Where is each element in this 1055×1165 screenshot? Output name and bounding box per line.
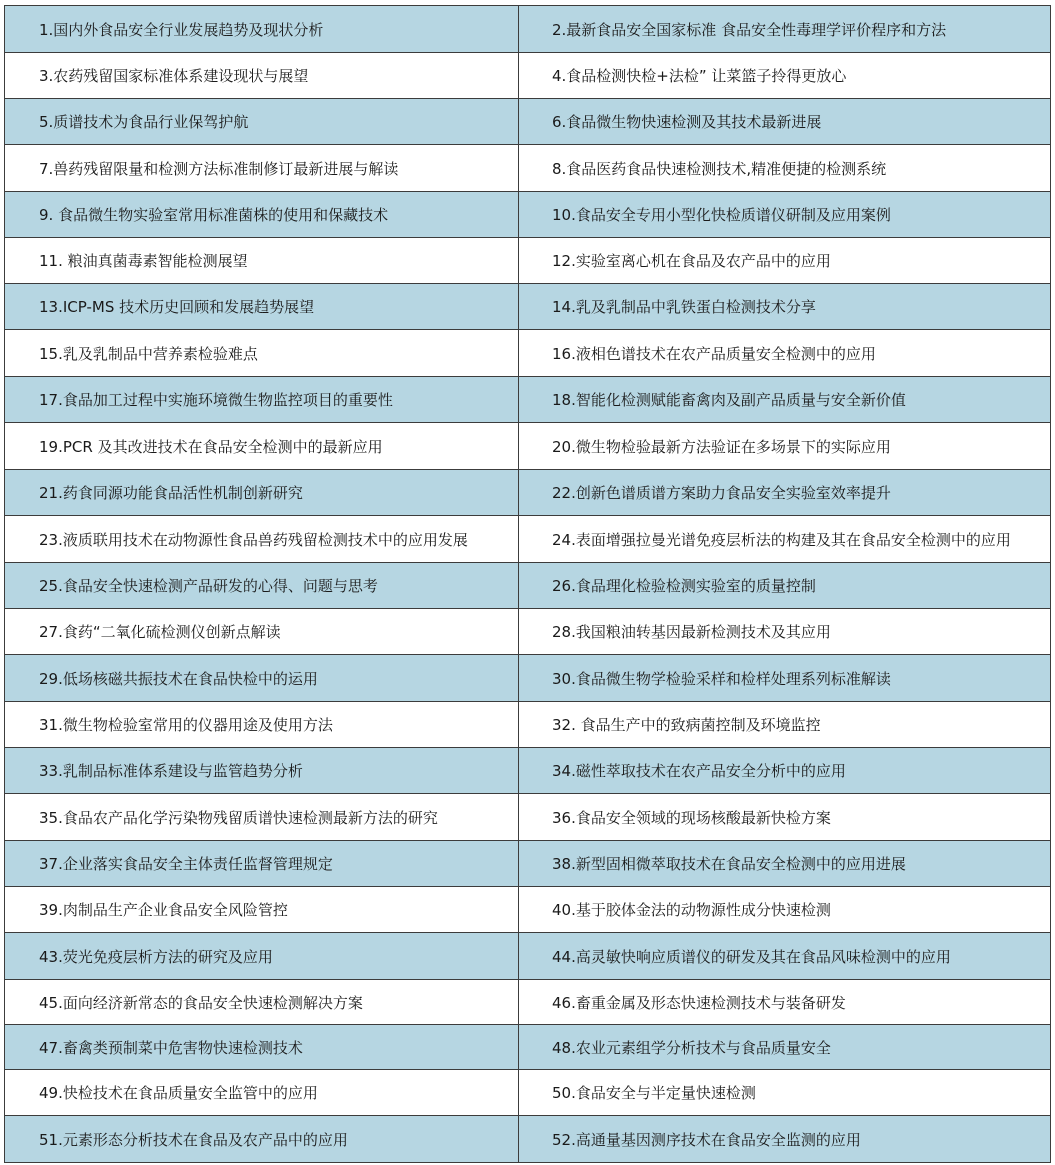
topic-cell: 29.低场核磁共振技术在食品快检中的运用 xyxy=(5,655,519,702)
table-row xyxy=(5,192,1051,238)
topic-cell: 3.农药残留国家标准体系建设现状与展望 xyxy=(5,53,519,99)
topic-cell: 4.食品检测快检+法检” 让菜篮子拎得更放心 xyxy=(519,53,1051,99)
topic-table xyxy=(4,5,1051,1163)
table-row xyxy=(5,1025,1051,1070)
topic-cell: 27.食药“二氧化硫检测仪创新点解读 xyxy=(5,609,519,655)
topic-cell: 49.快检技术在食品质量安全监管中的应用 xyxy=(5,1070,519,1116)
topic-cell: 43.荧光免疫层析方法的研究及应用 xyxy=(5,933,519,980)
table-row xyxy=(5,145,1051,192)
topic-cell: 14.乳及乳制品中乳铁蛋白检测技术分享 xyxy=(519,284,1051,330)
topic-cell: 40.基于胶体金法的动物源性成分快速检测 xyxy=(519,887,1051,933)
table-row xyxy=(5,377,1051,423)
topic-cell: 15.乳及乳制品中营养素检验难点 xyxy=(5,330,519,377)
table-row xyxy=(5,1070,1051,1116)
topic-cell: 11. 粮油真菌毒素智能检测展望 xyxy=(5,238,519,284)
topic-cell: 18.智能化检测赋能畜禽肉及副产品质量与安全新价值 xyxy=(519,377,1051,423)
topic-cell: 50.食品安全与半定量快速检测 xyxy=(519,1070,1051,1116)
topic-cell: 19.PCR 及其改进技术在食品安全检测中的最新应用 xyxy=(5,423,519,470)
topic-cell: 31.微生物检验室常用的仪器用途及使用方法 xyxy=(5,702,519,748)
table-row xyxy=(5,609,1051,655)
table-row xyxy=(5,284,1051,330)
topic-cell: 22.创新色谱质谱方案助力食品安全实验室效率提升 xyxy=(519,470,1051,516)
table-row xyxy=(5,841,1051,887)
table-row xyxy=(5,6,1051,53)
table-row xyxy=(5,99,1051,145)
topic-cell: 7.兽药残留限量和检测方法标准制修订最新进展与解读 xyxy=(5,145,519,192)
topic-cell: 45.面向经济新常态的食品安全快速检测解决方案 xyxy=(5,980,519,1025)
topic-cell: 9. 食品微生物实验室常用标准菌株的使用和保藏技术 xyxy=(5,192,519,238)
table-row xyxy=(5,887,1051,933)
table-row xyxy=(5,702,1051,748)
topic-cell: 33.乳制品标准体系建设与监管趋势分析 xyxy=(5,748,519,794)
topic-cell: 38.新型固相微萃取技术在食品安全检测中的应用进展 xyxy=(519,841,1051,887)
topic-cell: 48.农业元素组学分析技术与食品质量安全 xyxy=(519,1025,1051,1070)
table-row xyxy=(5,53,1051,99)
topic-cell: 34.磁性萃取技术在农产品安全分析中的应用 xyxy=(519,748,1051,794)
table-row xyxy=(5,563,1051,609)
topic-cell: 36.食品安全领域的现场核酸最新快检方案 xyxy=(519,794,1051,841)
table-row xyxy=(5,748,1051,794)
topic-cell: 35.食品农产品化学污染物残留质谱快速检测最新方法的研究 xyxy=(5,794,519,841)
topic-cell: 23.液质联用技术在动物源性食品兽药残留检测技术中的应用发展 xyxy=(5,516,519,563)
topic-cell: 51.元素形态分析技术在食品及农产品中的应用 xyxy=(5,1116,519,1163)
topic-cell: 26.食品理化检验检测实验室的质量控制 xyxy=(519,563,1051,609)
table-row xyxy=(5,980,1051,1025)
topic-cell: 44.高灵敏快响应质谱仪的研发及其在食品风味检测中的应用 xyxy=(519,933,1051,980)
topic-cell: 24.表面增强拉曼光谱免疫层析法的构建及其在食品安全检测中的应用 xyxy=(519,516,1051,563)
topic-cell: 32. 食品生产中的致病菌控制及环境监控 xyxy=(519,702,1051,748)
topic-cell: 8.食品医药食品快速检测技术,精准便捷的检测系统 xyxy=(519,145,1051,192)
topic-table-body xyxy=(5,6,1051,1163)
topic-cell: 47.畜禽类预制菜中危害物快速检测技术 xyxy=(5,1025,519,1070)
table-row xyxy=(5,470,1051,516)
topic-cell: 25.食品安全快速检测产品研发的心得、问题与思考 xyxy=(5,563,519,609)
table-row xyxy=(5,933,1051,980)
topic-cell: 1.国内外食品安全行业发展趋势及现状分析 xyxy=(5,6,519,53)
topic-cell: 16.液相色谱技术在农产品质量安全检测中的应用 xyxy=(519,330,1051,377)
topic-cell: 13.ICP-MS 技术历史回顾和发展趋势展望 xyxy=(5,284,519,330)
topic-cell: 17.食品加工过程中实施环境微生物监控项目的重要性 xyxy=(5,377,519,423)
topic-cell: 20.微生物检验最新方法验证在多场景下的实际应用 xyxy=(519,423,1051,470)
table-row xyxy=(5,516,1051,563)
topic-cell: 46.畜重金属及形态快速检测技术与装备研发 xyxy=(519,980,1051,1025)
topic-cell: 10.食品安全专用小型化快检质谱仪研制及应用案例 xyxy=(519,192,1051,238)
table-row xyxy=(5,794,1051,841)
table-row xyxy=(5,655,1051,702)
table-row xyxy=(5,238,1051,284)
topic-cell: 12.实验室离心机在食品及农产品中的应用 xyxy=(519,238,1051,284)
topic-cell: 39.肉制品生产企业食品安全风险管控 xyxy=(5,887,519,933)
topic-cell: 52.高通量基因测序技术在食品安全监测的应用 xyxy=(519,1116,1051,1163)
topic-cell: 37.企业落实食品安全主体责任监督管理规定 xyxy=(5,841,519,887)
table-row xyxy=(5,423,1051,470)
topic-cell: 6.食品微生物快速检测及其技术最新进展 xyxy=(519,99,1051,145)
topic-cell: 21.药食同源功能食品活性机制创新研究 xyxy=(5,470,519,516)
topic-cell: 5.质谱技术为食品行业保驾护航 xyxy=(5,99,519,145)
topic-cell: 30.食品微生物学检验采样和检样处理系列标准解读 xyxy=(519,655,1051,702)
table-row xyxy=(5,1116,1051,1163)
topic-cell: 28.我国粮油转基因最新检测技术及其应用 xyxy=(519,609,1051,655)
table-row xyxy=(5,330,1051,377)
topic-cell: 2.最新食品安全国家标准 食品安全性毒理学评价程序和方法 xyxy=(519,6,1051,53)
